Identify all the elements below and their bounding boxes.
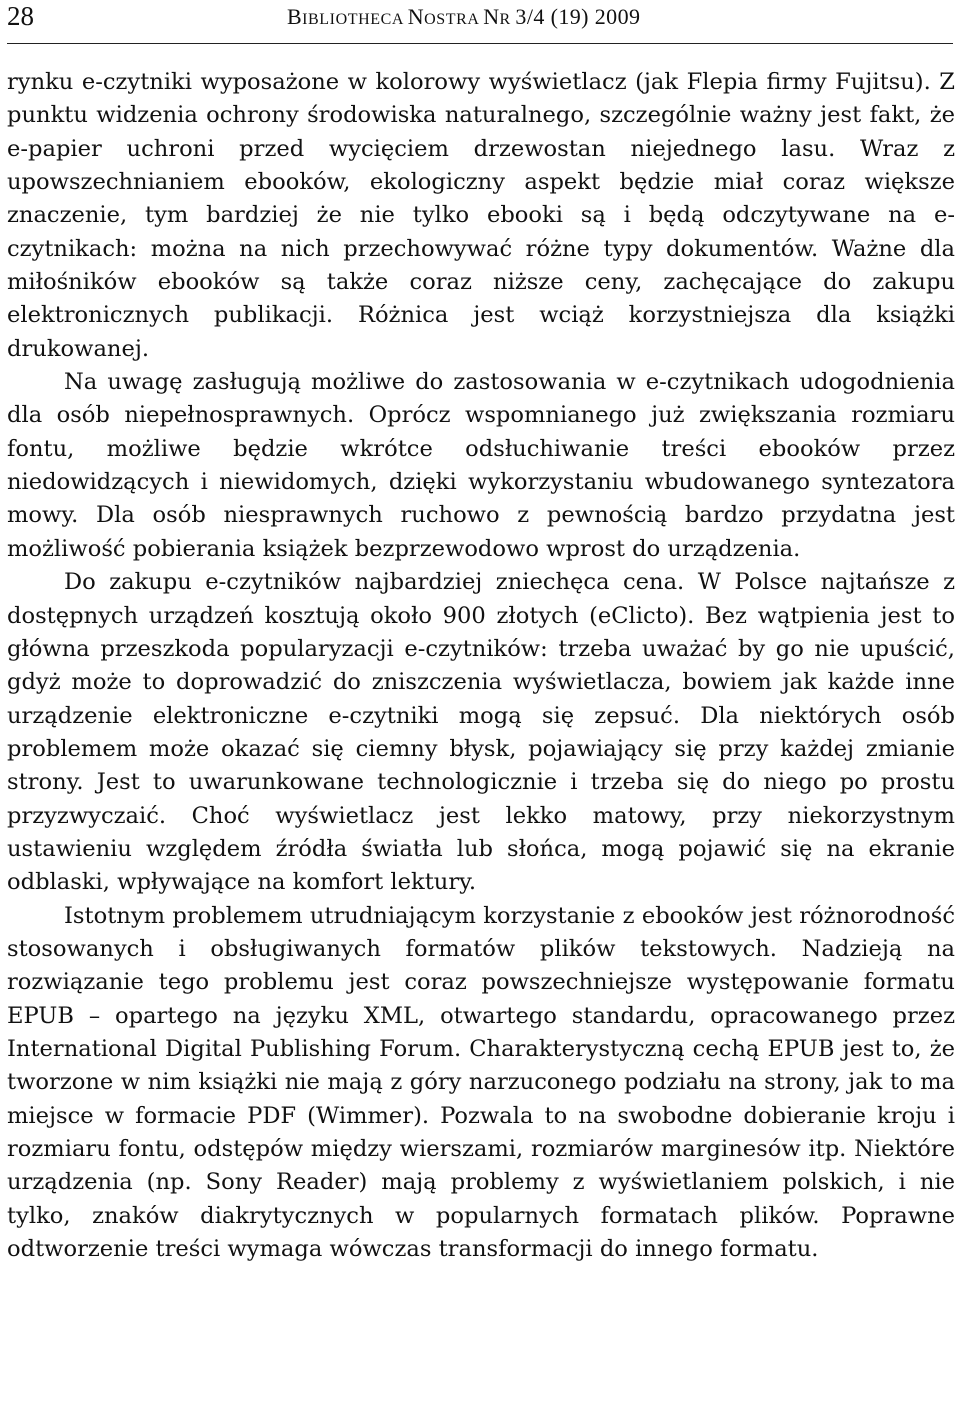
- journal-title-initial-n: N: [407, 4, 425, 29]
- journal-issue: 3/4 (19) 2009: [515, 4, 641, 29]
- journal-title-part-2: OSTRA: [424, 11, 484, 28]
- paragraph-2: Na uwagę zasługują możliwe do zastosowania w e-czytnikach udogodnienia dla osób niepełnosprawnych. Oprócz wspomnianego już zwiększania rozmiaru fontu, możliwe będzie wkrótce odsłuchiwanie treści ebooków przez niedowidzących i niewidomych, dzięki wykorzystaniu wbudowanego syntezatora mowy. Dla osób niesprawnych ruchowo z pewnością bardzo przydatna jest możliwość pobierania książek bezprzewodowo wprost do urządzenia.: [7, 369, 955, 562]
- paragraph-3: Do zakupu e-czytników najbardziej zniechęca cena. W Polsce najtańsze z dostępnych urządzeń kosztują około 900 złotych (eClicto). Bez wątpienia jest to główna przeszkoda popularyzacji e-czytników: trzeba uważać by go nie upuścić, gdyż może to doprowadzić do zniszczenia wyświetlacza, bowiem jak każde inne urządzenie elektroniczne e-czytniki mogą się zepsuć. Dla niektórych osób problemem może okazać się ciemny błysk, pojawiający się przy każdej zmianie strony. Jest to uwarunkowane technologicznie i trzeba się do niego po prostu przyzwyczaić. Choć wyświetlacz jest lekko matowy, przy niekorzystnym ustawieniu względem źródła światła lub słońca, mogą pojawić się na ekranie odblaski, wpływające na komfort lektury.: [7, 569, 955, 896]
- paragraph-4: Istotnym problemem utrudniającym korzystanie z ebooków jest różnorodność stosowanych i obsługiwanych formatów plików tekstowych. Nadzieją na rozwiązanie tego problemu jest coraz powszechniejsze występowanie formatu EPUB – opartego na języku XML, otwartego standardu, opracowanego przez International Digital Publishing Forum. Charakterystyczną cechą EPUB jest to, że tworzone w nim książki nie mają z góry narzuconego podziału na strony, jak to ma miejsce w formacie PDF (Wimmer). Pozwala to na swobodne dobieranie kroju i rozmiaru fontu, odstępów między wierszami, rozmiarów marginesów itp. Niektóre urządzenia (np. Sony Reader) mają problemy z wyświetlaniem polskich, i nie tylko, znaków diakrytycznych w popularnych formatach plików. Poprawne odtworzenie treści wymaga wówczas transformacji do innego formatu.: [7, 902, 955, 1263]
- journal-title: [287, 2, 640, 35]
- article-body: [7, 66, 955, 1266]
- journal-title-part-1: IBLIOTHECA: [302, 11, 408, 28]
- journal-number-label: R: [499, 11, 516, 28]
- page-number: 28: [7, 1, 34, 31]
- paragraph-1: rynku e-czytniki wyposażone w kolorowy wyświetlacz (jak Flepia firmy Fujitsu). Z punktu widzenia ochrony środowiska naturalnego, szczególnie ważny jest fakt, że e-papier uchroni przed wycięciem drzewostan niejednego lasu. Wraz z upowszechnianiem ebooków, ekologiczny aspekt będzie miał coraz większe znaczenie, tym bardziej że nie tylko ebooki są i będą odczytywane na e-czytnikach: można na nich przechowywać różne typy dokumentów. Ważne dla miłośników ebooków są także coraz niższe ceny, zachęcające do zakupu elektronicznych publikacji. Różnica jest wciąż korzystniejsza dla książki drukowanej.: [7, 69, 955, 362]
- running-header: [7, 0, 953, 36]
- journal-title-initial-b: B: [287, 4, 303, 29]
- header-rule: [7, 43, 953, 44]
- journal-number-initial-n: N: [483, 4, 500, 29]
